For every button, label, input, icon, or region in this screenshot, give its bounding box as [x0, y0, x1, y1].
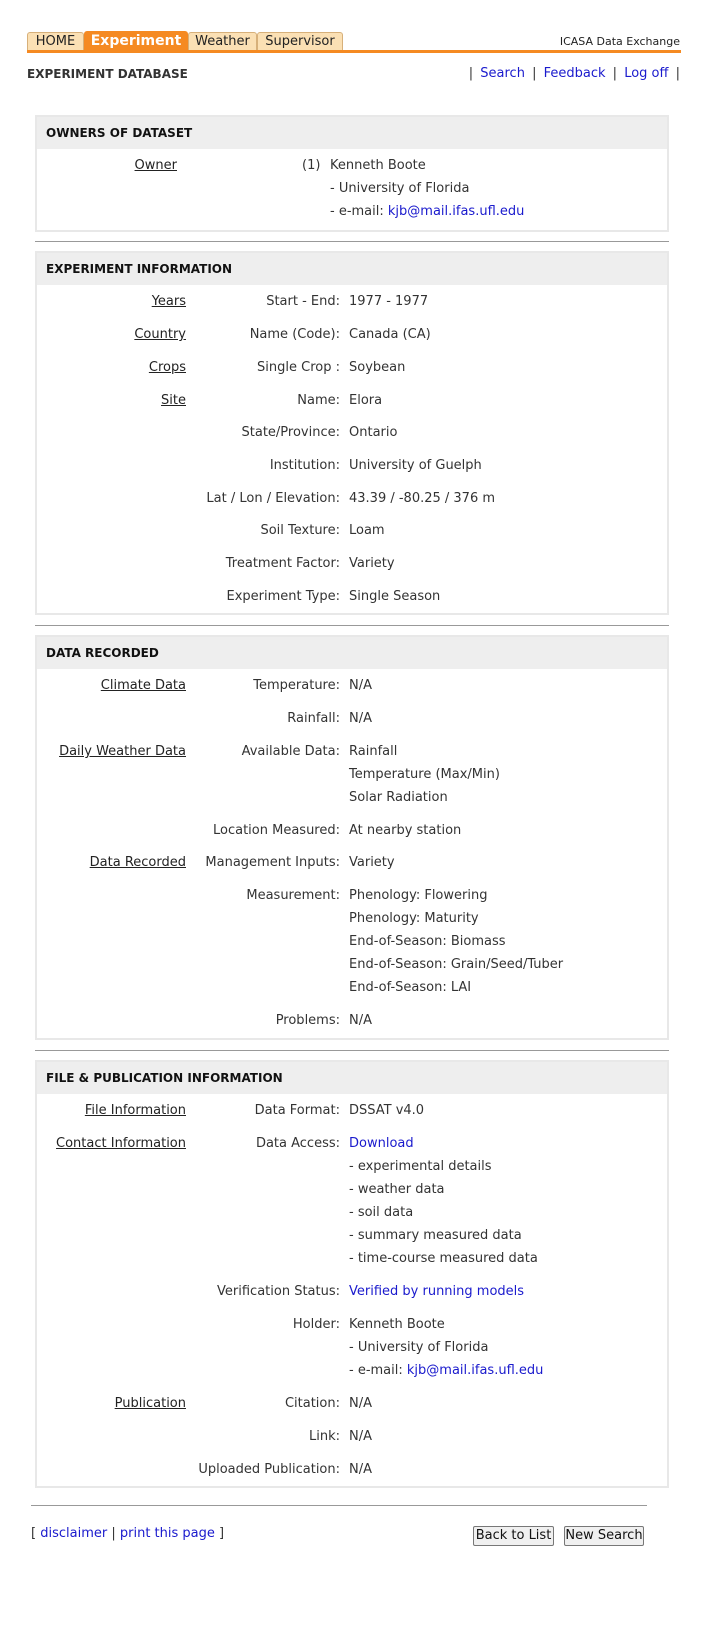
field-value: Single Season	[349, 589, 441, 604]
verification-link[interactable]: Verified by running models	[349, 1284, 525, 1299]
category-climate-data: Climate Data	[100, 678, 186, 693]
disclaimer-link[interactable]: disclaimer	[40, 1526, 108, 1541]
field-label: Temperature:	[253, 678, 340, 693]
field-value: N/A	[349, 1462, 372, 1477]
field-value: N/A	[349, 711, 372, 726]
access-item: - summary measured data	[349, 1228, 522, 1243]
section-title: DATA RECORDED	[37, 637, 667, 669]
field-label: Citation:	[284, 1396, 340, 1411]
field-value: 43.39 / -80.25 / 376 m	[349, 491, 496, 506]
category-site: Site	[161, 393, 186, 408]
owner-category: Owner	[134, 158, 177, 173]
field-value: N/A	[349, 1429, 372, 1444]
divider	[35, 625, 669, 626]
tab-weather[interactable]: Weather	[188, 32, 257, 51]
email-prefix: - e-mail:	[330, 204, 384, 219]
holder-email-row	[349, 1362, 543, 1380]
email-prefix: - e-mail:	[349, 1363, 403, 1378]
field-label: Rainfall:	[287, 711, 340, 726]
holder-org: - University of Florida	[349, 1340, 489, 1355]
tab-experiment[interactable]: Experiment	[84, 31, 188, 51]
field-label: Available Data:	[241, 744, 340, 759]
field-label: Institution:	[269, 458, 340, 473]
footer-links	[31, 1526, 224, 1541]
field-value: Ontario	[349, 425, 398, 440]
print-page-link[interactable]: print this page	[119, 1526, 215, 1541]
field-label: Data Access:	[255, 1136, 340, 1151]
field-value: Soybean	[349, 360, 406, 375]
field-value: Variety	[349, 556, 395, 571]
category-crops: Crops	[148, 360, 186, 375]
field-value: N/A	[349, 678, 372, 693]
field-label: Verification Status:	[217, 1284, 340, 1299]
field-value: Loam	[349, 523, 385, 538]
field-label: Start - End:	[266, 294, 340, 309]
access-item: - experimental details	[349, 1159, 492, 1174]
logoff-link[interactable]: Log off	[624, 66, 669, 81]
field-value: Rainfall	[349, 744, 398, 759]
field-label: Link:	[308, 1429, 340, 1444]
category-country: Country	[134, 327, 186, 342]
field-value: End-of-Season: LAI	[349, 980, 472, 995]
field-label: Management Inputs:	[205, 855, 340, 870]
new-search-button[interactable]: New Search	[564, 1526, 644, 1546]
tab-underline	[27, 50, 681, 53]
access-item: - soil data	[349, 1205, 414, 1220]
field-value: DSSAT v4.0	[349, 1103, 425, 1118]
field-label: Measurement:	[246, 888, 340, 903]
holder-email-link[interactable]: kjb@mail.ifas.ufl.edu	[406, 1363, 544, 1378]
field-label: State/Province:	[241, 425, 340, 440]
bracket: ]	[219, 1526, 225, 1541]
divider	[35, 1050, 669, 1051]
field-value: N/A	[349, 1396, 372, 1411]
owner-index: (1)	[302, 158, 321, 173]
download-link[interactable]: Download	[349, 1136, 414, 1151]
field-label: Treatment Factor:	[225, 556, 340, 571]
category-file-information: File Information	[84, 1103, 186, 1118]
section-title: EXPERIMENT INFORMATION	[37, 253, 667, 285]
section-title: OWNERS OF DATASET	[37, 117, 667, 149]
category-daily-weather-data: Daily Weather Data	[59, 744, 186, 759]
field-label: Uploaded Publication:	[198, 1462, 340, 1477]
tab-supervisor[interactable]: Supervisor	[257, 32, 343, 51]
divider	[35, 241, 669, 242]
field-label: Data Format:	[254, 1103, 340, 1118]
field-label: Lat / Lon / Elevation:	[206, 491, 340, 506]
footer-divider	[31, 1505, 647, 1506]
owner-org: - University of Florida	[330, 181, 470, 196]
holder-name: Kenneth Boote	[349, 1317, 445, 1332]
category-data-recorded: Data Recorded	[89, 855, 186, 870]
file-publication-section	[35, 1060, 669, 1488]
tab-home[interactable]: HOME	[27, 32, 84, 51]
brand-label: ICASA Data Exchange	[559, 35, 680, 48]
field-label: Name (Code):	[249, 327, 340, 342]
field-label: Location Measured:	[213, 823, 340, 838]
separator: |	[612, 66, 618, 81]
search-link[interactable]: Search	[480, 66, 525, 81]
back-to-list-button[interactable]: Back to List	[473, 1526, 554, 1546]
bracket: [	[31, 1526, 37, 1541]
field-value: At nearby station	[349, 823, 462, 838]
category-contact-information: Contact Information	[56, 1136, 186, 1151]
field-value: Solar Radiation	[349, 790, 448, 805]
field-value: University of Guelph	[349, 458, 482, 473]
page-title: EXPERIMENT DATABASE	[27, 67, 188, 81]
category-publication: Publication	[114, 1396, 186, 1411]
separator: |	[468, 66, 474, 81]
separator: |	[675, 66, 680, 81]
field-label: Problems:	[275, 1013, 340, 1028]
field-value: Temperature (Max/Min)	[349, 767, 500, 782]
owner-email-link[interactable]: kjb@mail.ifas.ufl.edu	[387, 204, 525, 219]
field-value: Elora	[349, 393, 383, 408]
field-value: End-of-Season: Biomass	[349, 934, 506, 949]
section-title: FILE & PUBLICATION INFORMATION	[37, 1062, 667, 1094]
owner-name: Kenneth Boote	[330, 158, 426, 173]
field-value: Variety	[349, 855, 395, 870]
category-years: Years	[151, 294, 186, 309]
field-label: Holder:	[292, 1317, 340, 1332]
top-links	[469, 66, 680, 81]
feedback-link[interactable]: Feedback	[543, 66, 606, 81]
separator: |	[111, 1526, 116, 1541]
owner-email-row	[330, 203, 524, 221]
field-value: N/A	[349, 1013, 372, 1028]
field-label: Soil Texture:	[260, 523, 340, 538]
field-value: Phenology: Flowering	[349, 888, 488, 903]
field-value: End-of-Season: Grain/Seed/Tuber	[349, 957, 564, 972]
field-label: Name:	[297, 393, 340, 408]
field-value: Phenology: Maturity	[349, 911, 479, 926]
field-label: Experiment Type:	[226, 589, 340, 604]
field-value: 1977 - 1977	[349, 294, 429, 309]
separator: |	[532, 66, 537, 81]
access-item: - weather data	[349, 1182, 445, 1197]
field-label: Single Crop :	[257, 360, 340, 375]
access-item: - time-course measured data	[349, 1251, 538, 1266]
field-value: Canada (CA)	[349, 327, 431, 342]
